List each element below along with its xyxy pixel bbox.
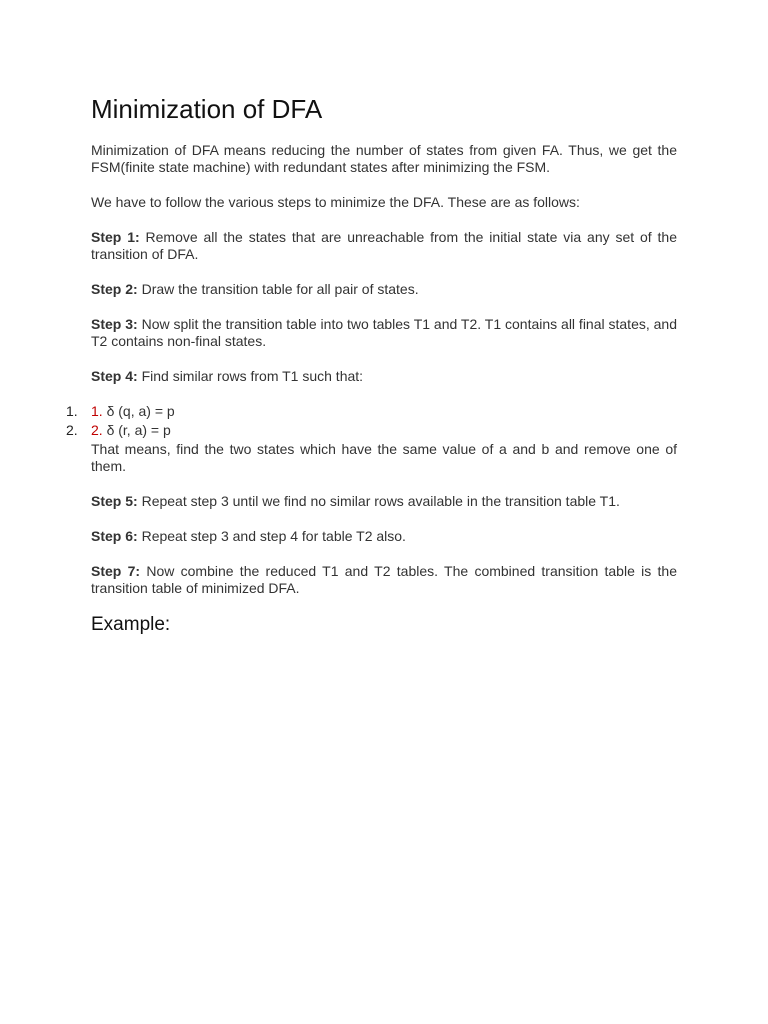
step-1-label: Step 1: xyxy=(91,229,140,245)
step-7-paragraph xyxy=(91,563,677,597)
step-4-label: Step 4: xyxy=(91,368,138,384)
step-5-text: Repeat step 3 until we find no similar rows available in the transition table T1. xyxy=(137,493,620,509)
formula-text: δ (r, a) = p xyxy=(102,422,171,438)
step-2-paragraph xyxy=(91,281,677,298)
step-2-label: Step 2: xyxy=(91,281,138,297)
step-6-text: Repeat step 3 and step 4 for table T2 also. xyxy=(137,528,406,544)
page-title: Minimization of DFA xyxy=(91,94,323,124)
step-4-paragraph xyxy=(91,368,677,385)
step-1-text: Remove all the states that are unreachable from the initial state via any set of the transition of DFA. xyxy=(91,229,677,262)
intro-paragraph: Minimization of DFA means reducing the number of states from given FA. Thus, we get the FSM(finite state machine) with redundant states after minimizing the FSM. xyxy=(91,142,677,175)
lead-paragraph: We have to follow the various steps to minimize the DFA. These are as follows: xyxy=(91,194,580,210)
formula-text: δ (q, a) = p xyxy=(102,403,175,419)
step-6-label: Step 6: xyxy=(91,528,138,544)
formula-list xyxy=(66,402,677,440)
example-heading: Example: xyxy=(91,614,171,635)
formula-item xyxy=(66,402,677,421)
formula-item xyxy=(66,421,677,440)
step-4-text: Find similar rows from T1 such that: xyxy=(137,368,364,384)
formula-note: That means, find the two states which have the same value of a and b and remove one of them. xyxy=(91,441,677,474)
step-1-paragraph xyxy=(91,229,677,263)
document-page xyxy=(66,92,677,637)
step-3-text: Now split the transition table into two tables T1 and T2. T1 contains all final states, and T2 contains non-final states. xyxy=(91,316,677,349)
formula-inner-number: 1. xyxy=(91,403,103,419)
step-3-paragraph xyxy=(91,316,677,350)
step-6-paragraph xyxy=(91,528,677,545)
step-5-paragraph xyxy=(91,493,677,510)
formula-inner-number: 2. xyxy=(91,422,103,438)
formula-outer-number: 2. xyxy=(66,422,78,438)
step-3-label: Step 3: xyxy=(91,316,138,332)
step-2-text: Draw the transition table for all pair of states. xyxy=(137,281,419,297)
step-7-label: Step 7: xyxy=(91,563,141,579)
step-5-label: Step 5: xyxy=(91,493,138,509)
formula-outer-number: 1. xyxy=(66,403,78,419)
step-7-text: Now combine the reduced T1 and T2 tables. The combined transition table is the transition table of minimized DFA. xyxy=(91,563,677,596)
